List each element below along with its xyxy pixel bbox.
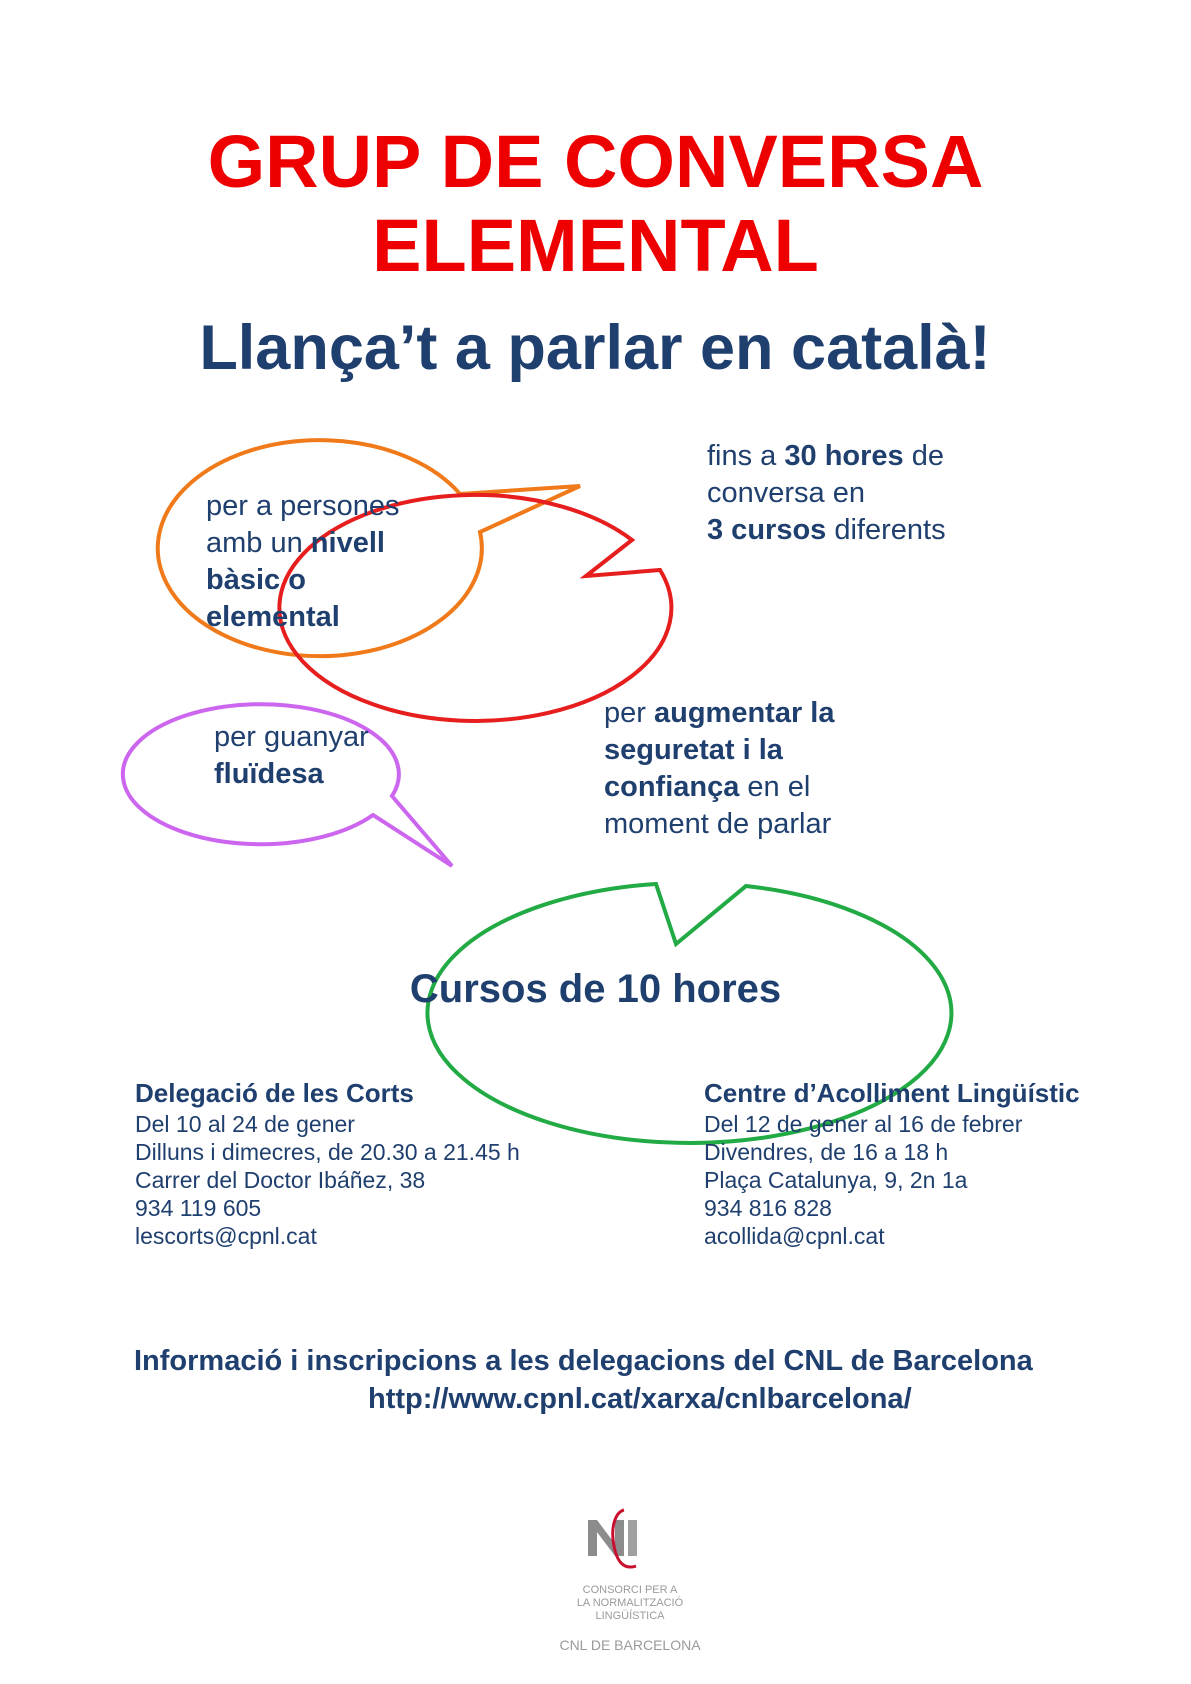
logo-line-3: LINGÜÍSTICA [595,1610,665,1622]
orange-line-4: elemental [206,601,340,633]
venue-name: Delegació de les Corts [135,1078,414,1108]
green-line-2: seguretat i la [604,734,783,766]
orange-line-1: per a persones [206,490,400,522]
venue-les-corts [135,1076,595,1250]
logo-line-2: LA NORMALITZACIÓ [576,1597,684,1609]
violet-line-1: per guanyar [214,721,369,753]
venue-dates: Del 12 de gener al 16 de febrer [704,1111,1023,1137]
info-line: Informació i inscripcions a les delegacions del CNL de Barcelona [134,1345,1033,1377]
orange-bubble-text [206,488,466,636]
venue-address: Plaça Catalunya, 9, 2n 1a [704,1167,968,1193]
red-bubble-text [707,438,1027,549]
green-line-4: moment de parlar [604,808,832,840]
title-line-1: GRUP DE CONVERSA [207,120,984,203]
logo-caption [530,1584,730,1623]
green-bubble-text [604,695,944,843]
venue-name: Centre d’Acolliment Lingüístic [704,1078,1080,1108]
title-line-2: ELEMENTAL [372,204,819,287]
logo-org-name: CNL DE BARCELONA [559,1637,701,1653]
green-line-1: per augmentar la [604,697,835,729]
venue-schedule: Divendres, de 16 a 18 h [704,1139,949,1165]
venue-phone[interactable]: 934 816 828 [704,1195,832,1221]
venue-email[interactable]: acollida@cpnl.cat [704,1223,885,1249]
orange-line-2: amb un nivell [206,527,385,559]
venue-acolliment [704,1076,1164,1250]
red-line-2: conversa en [707,477,865,509]
venue-schedule: Dilluns i dimecres, de 20.30 a 21.45 h [135,1139,520,1165]
cpnl-logo-icon [584,1506,654,1578]
venue-address: Carrer del Doctor Ibáñez, 38 [135,1167,426,1193]
green-line-3: confiança en el [604,771,811,803]
info-url-link[interactable]: http://www.cpnl.cat/xarxa/cnlbarcelona/ [368,1383,912,1415]
violet-bubble-text [214,719,434,793]
venue-email[interactable]: lescorts@cpnl.cat [135,1223,317,1249]
orange-line-3: bàsic o [206,564,306,596]
violet-line-2: fluïdesa [214,758,324,790]
slogan: Llança’t a parlar en català! [199,313,991,383]
logo-line-1: CONSORCI PER A [582,1584,678,1596]
venue-dates: Del 10 al 24 de gener [135,1111,355,1137]
red-line-1: fins a 30 hores de [707,440,944,472]
red-line-3: 3 cursos diferents [707,514,946,546]
venue-phone[interactable]: 934 119 605 [135,1195,262,1221]
courses-heading: Cursos de 10 hores [409,967,782,1011]
